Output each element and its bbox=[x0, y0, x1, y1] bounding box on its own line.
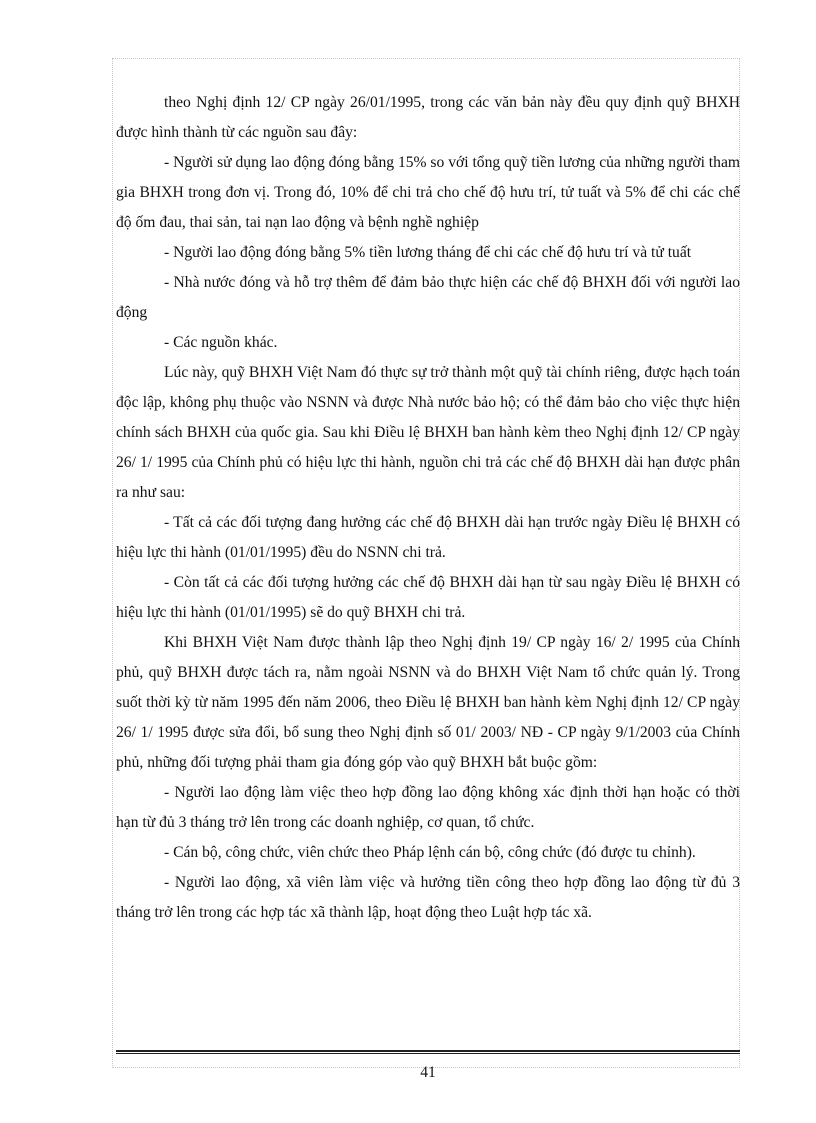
paragraph-bhxh-establishment: Khi BHXH Việt Nam được thành lập theo Nghị định 19/ CP ngày 16/ 2/ 1995 của Chính phủ, quỹ BHXH được tách ra, nằm ngoài NSNN và do BHXH Việt Nam tổ chức quản lý. Trong suốt thời kỳ từ năm 1995 đến năm 2006, theo Điều lệ BHXH ban hành kèm Nghị định 12/ CP ngày 26/ 1/ 1995 được sửa đổi, bổ sung theo Nghị định số 01/ 2003/ NĐ - CP ngày 9/1/2003 của Chính phủ, những đối tượng phải tham gia đóng góp vào quỹ BHXH bắt buộc gồm: bbox=[116, 634, 740, 771]
paragraph-civil-servants: - Cán bộ, công chức, viên chức theo Pháp lệnh cán bộ, công chức (đó được tu chỉnh). bbox=[164, 844, 696, 861]
paragraph-fund-independence: Lúc này, quỹ BHXH Việt Nam đó thực sự trở thành một quỹ tài chính riêng, được hạch toán độc lập, không phụ thuộc vào NSNN và được Nhà nước bảo hộ; có thể đảm bảo cho việc thực hiện chính sách BHXH của quốc gia. Sau khi Điều lệ BHXH ban hành kèm theo Nghị định 12/ CP ngày 26/ 1/ 1995 của Chính phủ có hiệu lực thi hành, nguồn chi trả các chế độ BHXH dài hạn được phân ra như sau: bbox=[116, 364, 740, 501]
paragraph-state-support: - Nhà nước đóng và hỗ trợ thêm để đảm bảo thực hiện các chế độ BHXH đối với người lao động bbox=[116, 274, 740, 321]
page-number: 41 bbox=[420, 1064, 436, 1081]
paragraph-employee-contribution: - Người lao động đóng bằng 5% tiền lương tháng để chi các chế độ hưu trí và tử tuất bbox=[164, 244, 692, 261]
document-body bbox=[116, 88, 740, 928]
paragraph-employer-contribution: - Người sử dụng lao động đóng bằng 15% so với tổng quỹ tiền lương của những người tham gia BHXH trong đơn vị. Trong đó, 10% để chi trả cho chế độ hưu trí, tử tuất và 5% để chi các chế độ ốm đau, thai sản, tai nạn lao động và bệnh nghề nghiệp bbox=[116, 154, 740, 231]
paragraph-cooperatives: - Người lao động, xã viên làm việc và hưởng tiền công theo hợp đồng lao động từ đủ 3 tháng trở lên trong các hợp tác xã thành lập, hoạt động theo Luật hợp tác xã. bbox=[116, 874, 740, 921]
paragraph-after-1995: - Còn tất cả các đối tượng hưởng các chế độ BHXH dài hạn từ sau ngày Điều lệ BHXH có hiệu lực thi hành (01/01/1995) sẽ do quỹ BHXH chi trả. bbox=[116, 574, 740, 621]
paragraph-before-1995: - Tất cả các đối tượng đang hưởng các chế độ BHXH dài hạn trước ngày Điều lệ BHXH có hiệu lực thi hành (01/01/1995) đều do NSNN chi trả. bbox=[116, 514, 740, 561]
footer-rule bbox=[116, 1050, 740, 1054]
paragraph-intro: theo Nghị định 12/ CP ngày 26/01/1995, trong các văn bản này đều quy định quỹ BHXH được hình thành từ các nguồn sau đây: bbox=[116, 94, 740, 141]
paragraph-other-sources: - Các nguồn khác. bbox=[164, 334, 278, 351]
paragraph-labor-contract: - Người lao động làm việc theo hợp đồng lao động không xác định thời hạn hoặc có thời hạn từ đủ 3 tháng trở lên trong các doanh nghiệp, cơ quan, tổ chức. bbox=[116, 784, 740, 831]
